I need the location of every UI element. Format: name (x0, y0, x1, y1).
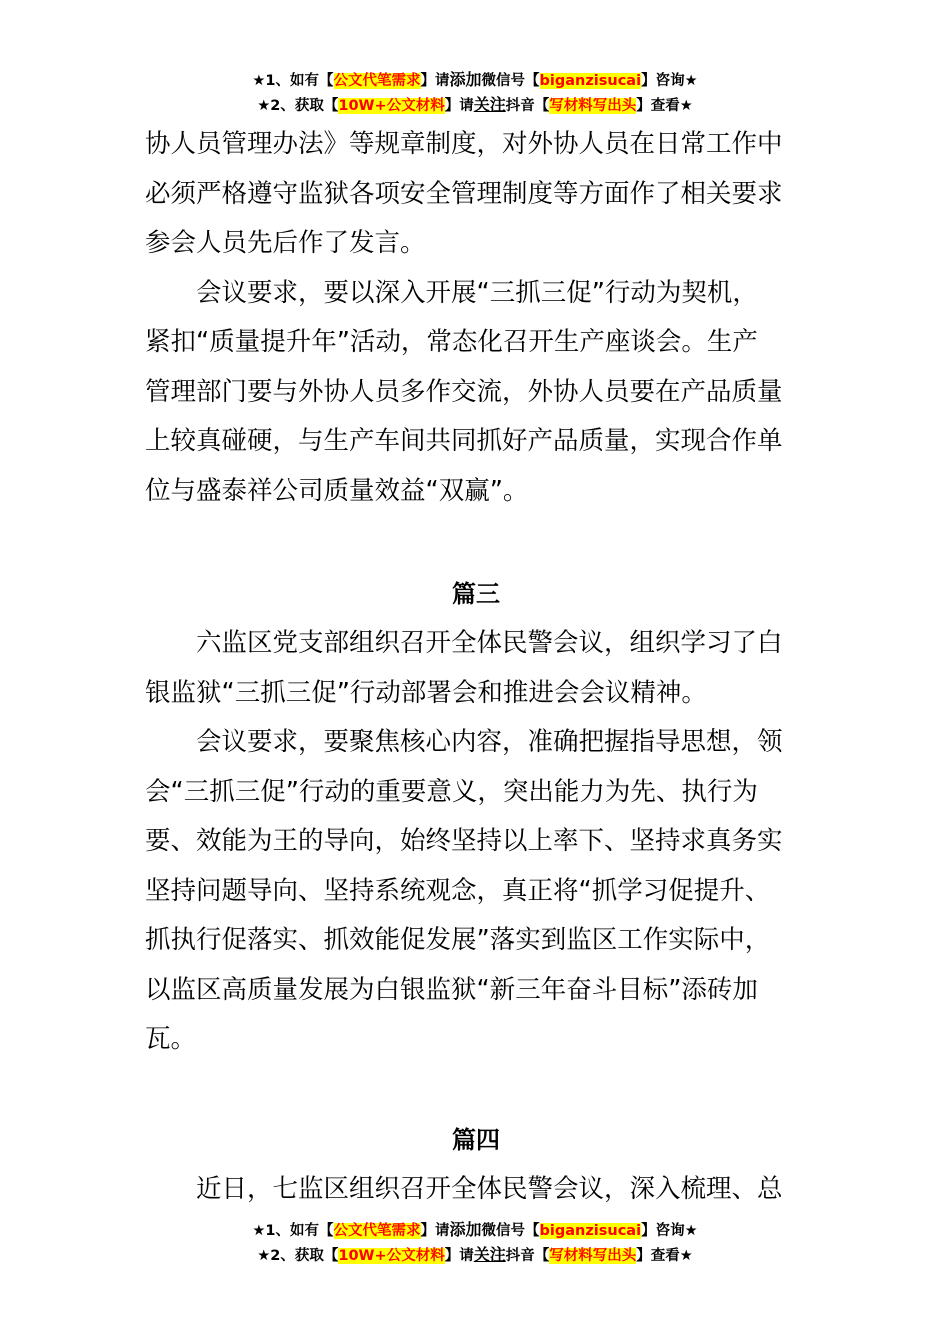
section-pian-si (145, 1116, 807, 1215)
header-line-2: ★2、获取【10W+公文材料】请关注抖音【写材料写出头】查看★ (257, 95, 693, 114)
paragraph-line: 会议要求，要以深入开展“三抓三促”行动为契机， (196, 277, 758, 308)
paragraph-line: 参会人员先后作了发言。 (145, 228, 426, 258)
highlight-materials: 10W+公文材料 (338, 98, 445, 114)
paragraph-line: 要、效能为王的导向，始终坚持以上率下、坚持求真务实 (145, 826, 783, 856)
highlight-service: 公文代笔需求 (333, 1223, 421, 1239)
section-pian-san (145, 570, 807, 1065)
highlight-douyin: 写材料写出头 (549, 1248, 637, 1264)
paragraph-line: 管理部门要与外协人员多作交流，外协人员要在产品质量 (145, 376, 783, 407)
footer-line-1: ★1、如有【公文代笔需求】请添加微信号【biganzisucai】咨询★ (252, 1220, 698, 1239)
section-heading: 篇三 (452, 580, 500, 608)
paragraph-line: 协人员管理办法》等规章制度，对外协人员在日常工作中 (145, 129, 783, 159)
footer-line-2: ★2、获取【10W+公文材料】请关注抖音【写材料写出头】查看★ (257, 1245, 693, 1264)
paragraph-line: 以监区高质量发展为白银监狱“新三年奋斗目标”添砖加 (145, 974, 758, 1005)
paragraph-line: 坚持问题导向、坚持系统观念，真正将“抓学习促提升、 (145, 875, 771, 906)
paragraph-line: 六监区党支部组织召开全体民警会议，组织学习了白 (196, 628, 783, 658)
section-heading: 篇四 (452, 1126, 500, 1154)
paragraph-line: 瓦。 (145, 1024, 197, 1054)
header-line-1: ★1、如有【公文代笔需求】请添加微信号【biganzisucai】咨询★ (252, 70, 698, 89)
highlight-materials: 10W+公文材料 (338, 1248, 445, 1264)
paragraph-line: 近日，七监区组织召开全体民警会议，深入梳理、总 (196, 1174, 783, 1204)
highlight-service: 公文代笔需求 (333, 73, 421, 89)
paragraph-line: 位与盛泰祥公司质量效益“双赢”。 (145, 475, 529, 506)
paragraph-line: 抓执行促落实、抓效能促发展”落实到监区工作实际中， (145, 925, 771, 955)
header-banner (0, 68, 950, 118)
document-body (145, 120, 807, 516)
highlight-douyin: 写材料写出头 (549, 98, 637, 114)
highlight-wechat-id: biganzisucai (539, 73, 642, 89)
paragraph-line: 紧扣“质量提升年”活动，常态化召开生产座谈会。生产 (145, 327, 758, 357)
highlight-wechat-id: biganzisucai (539, 1223, 642, 1239)
paragraph-line: 会议要求，要聚焦核心内容，准确把握指导思想，领 (196, 727, 783, 757)
paragraph-line: 会“三抓三促”行动的重要意义，突出能力为先、执行为 (145, 776, 758, 807)
paragraph-line: 上较真碰硬，与生产车间共同抓好产品质量，实现合作单 (145, 426, 783, 456)
footer-banner (0, 1218, 950, 1268)
paragraph-line: 必须严格遵守监狱各项安全管理制度等方面作了相关要求 (145, 178, 783, 209)
paragraph-line: 银监狱“三抓三促”行动部署会和推进会会议精神。 (145, 677, 707, 708)
